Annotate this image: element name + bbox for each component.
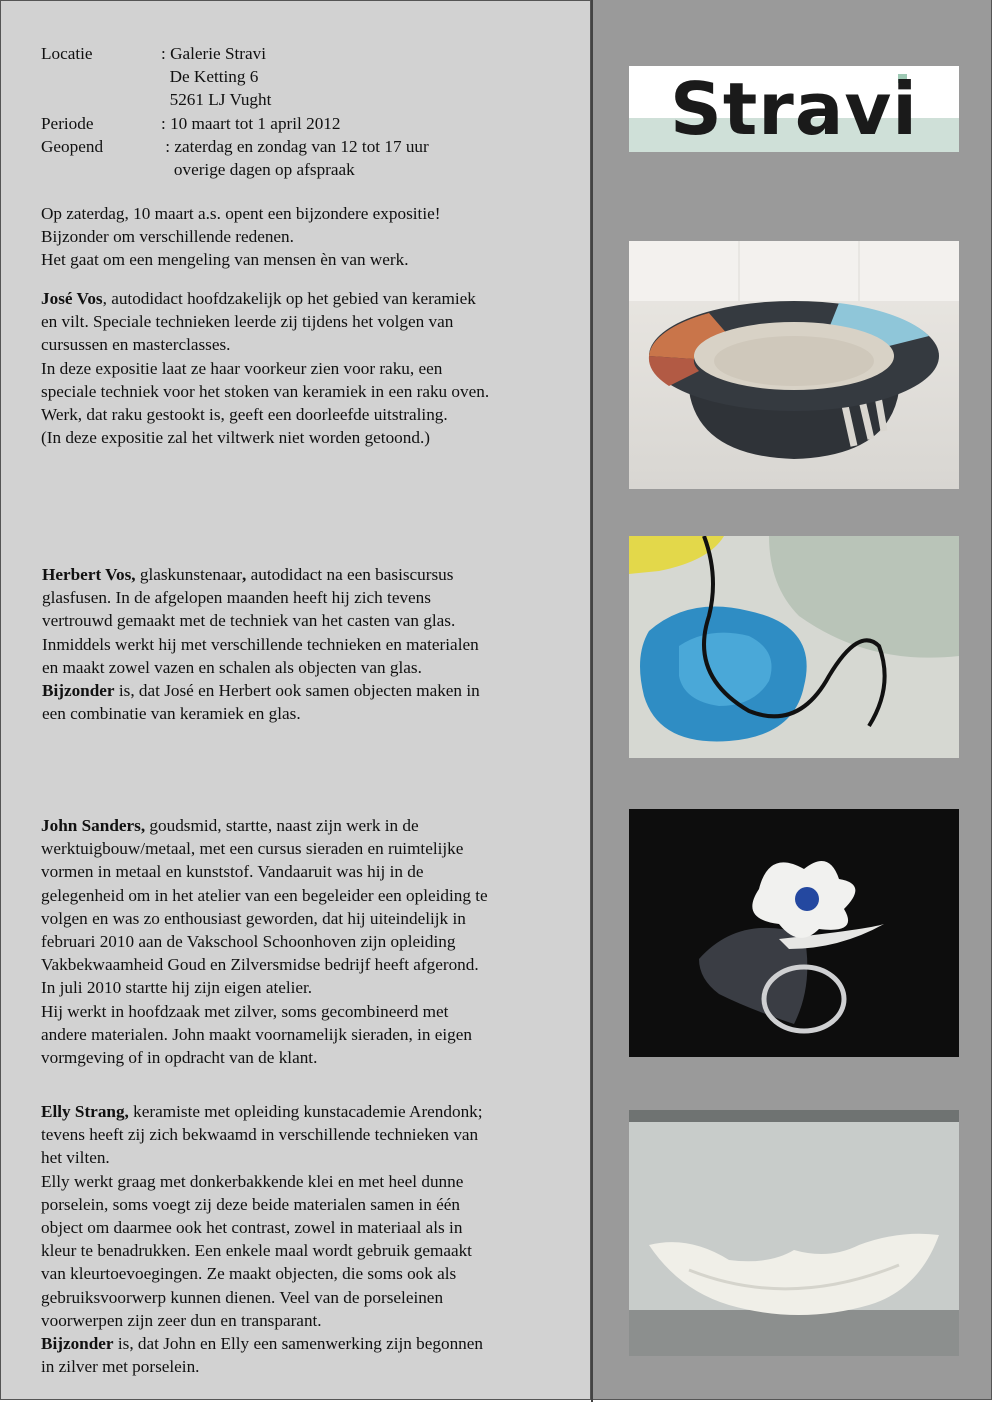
jose-paragraph bbox=[41, 287, 571, 449]
herbert-closing-1: is, dat José en Herbert ook samen objecten maken in bbox=[114, 681, 480, 701]
john-paragraph bbox=[41, 814, 571, 1069]
elly-line-8: van kleurtoevoegingen. Ze maakt objecten, die soms ook als bbox=[41, 1264, 457, 1284]
elly-line-5: porselein, soms voegt zij deze beide materialen samen in één bbox=[41, 1194, 461, 1214]
geopend-line-1: : zaterdag en zondag van 12 tot 17 uur bbox=[161, 136, 429, 156]
john-line-10: andere materialen. John maakt voornamelijk sieraden, in eigen bbox=[41, 1024, 472, 1044]
elly-closing-2: in zilver met porselein. bbox=[41, 1357, 200, 1377]
glass-object-photo bbox=[629, 536, 959, 758]
john-line-5: volgen en was zo enthousiast geworden, dat hij uiteindelijk in bbox=[41, 908, 466, 928]
locatie-line-3: 5261 LJ Vught bbox=[161, 90, 272, 110]
jose-line-7: (In deze expositie zal het viltwerk niet worden getoond.) bbox=[41, 428, 430, 448]
geopend-line-2: overige dagen op afspraak bbox=[161, 160, 355, 180]
herbert-line-1: autodidact na een basiscursus bbox=[246, 565, 454, 584]
elly-line-3: het vilten. bbox=[41, 1148, 110, 1168]
elly-line-6: object om daarmee ook het contrast, zowel in materiaal als in bbox=[41, 1218, 463, 1238]
jose-line-6: Werk, dat raku gestookt is, geeft een doorleefde uitstraling. bbox=[41, 405, 448, 425]
intro-line-1: Op zaterdag, 10 maart a.s. opent een bijzondere expositie! bbox=[41, 204, 441, 223]
periode-label: Periode bbox=[41, 113, 94, 133]
logo-text: Stravi bbox=[670, 67, 918, 151]
geopend-label: Geopend bbox=[41, 136, 104, 156]
jose-name: José Vos bbox=[41, 289, 103, 308]
elly-bijzonder: Bijzonder bbox=[41, 1334, 114, 1354]
intro-line-3: Het gaat om een mengeling van mensen èn van werk. bbox=[41, 250, 409, 270]
elly-line-1: keramiste met opleiding kunstacademie Arendonk; bbox=[128, 1102, 483, 1121]
info-block bbox=[41, 42, 571, 181]
locatie-label: Locatie bbox=[41, 44, 93, 63]
intro-line-2: Bijzonder om verschillende redenen. bbox=[41, 227, 294, 247]
elly-line-2: tevens heeft zij zich bekwaamd in verschillende technieken van bbox=[41, 1125, 479, 1145]
john-line-11: vormgeving of in opdracht van de klant. bbox=[41, 1048, 318, 1068]
silver-ring-photo bbox=[629, 809, 959, 1057]
jose-line-4: In deze expositie laat ze haar voorkeur zien voor raku, een bbox=[41, 358, 443, 378]
periode-value: : 10 maart tot 1 april 2012 bbox=[161, 113, 341, 133]
stravi-logo bbox=[629, 66, 959, 152]
john-line-8: In juli 2010 startte hij zijn eigen atelier. bbox=[41, 978, 313, 998]
elly-paragraph bbox=[41, 1100, 571, 1378]
john-line-9: Hij werkt in hoofdzaak met zilver, soms gecombineerd met bbox=[41, 1001, 449, 1021]
jose-line-1: , autodidact hoofdzakelijk op het gebied van keramiek bbox=[102, 289, 476, 308]
locatie-line-1: : Galerie Stravi bbox=[161, 44, 266, 63]
jose-line-5: speciale techniek voor het stoken van keramiek in een raku oven. bbox=[41, 381, 490, 401]
john-line-6: februari 2010 aan de Vakschool Schoonhoven zijn opleiding bbox=[41, 932, 456, 952]
john-line-4: gelegenheid om in het atelier van een begeleider een opleiding te bbox=[41, 885, 488, 905]
john-line-7: Vakbekwaamheid Goud en Zilversmidse bedrijf heeft afgerond. bbox=[41, 955, 479, 975]
elly-closing-1: is, dat John en Elly een samenwerking zijn begonnen bbox=[113, 1334, 484, 1354]
herbert-paragraph bbox=[42, 563, 572, 725]
john-name: John Sanders, bbox=[41, 816, 146, 835]
elly-line-7: kleur te benadrukken. Een enkele maal wordt gebruik gemaakt bbox=[41, 1241, 472, 1261]
jose-line-3: cursussen en masterclasses. bbox=[41, 335, 231, 355]
herbert-bijzonder: Bijzonder bbox=[42, 681, 115, 701]
elly-line-4: Elly werkt graag met donkerbakkende klei en met heel dunne bbox=[41, 1171, 464, 1191]
intro-paragraph bbox=[41, 202, 571, 272]
locatie-line-2: De Ketting 6 bbox=[161, 67, 259, 87]
herbert-role: glaskunstenaar bbox=[135, 565, 243, 584]
john-line-3: vormen in metaal en kunststof. Vandaaruit was hij in de bbox=[41, 862, 424, 882]
john-line-2: werktuigbouw/metaal, met een cursus sieraden en ruimtelijke bbox=[41, 839, 464, 859]
herbert-role-comma: , bbox=[242, 565, 247, 584]
herbert-line-4: Inmiddels werkt hij met verschillende technieken en materialen bbox=[42, 634, 479, 654]
john-line-1: goudsmid, startte, naast zijn werk in de bbox=[145, 816, 419, 835]
jose-line-2: en vilt. Speciale technieken leerde zij tijdens het volgen van bbox=[41, 312, 454, 332]
herbert-line-3: vertrouwd gemaakt met de techniek van het casten van glas. bbox=[42, 611, 456, 631]
herbert-closing-2: een combinatie van keramiek en glas. bbox=[42, 704, 301, 724]
herbert-line-2: glasfusen. In de afgelopen maanden heeft hij zich tevens bbox=[42, 588, 431, 608]
elly-line-9: gebruiksvoorwerp kunnen dienen. Veel van de porseleinen bbox=[41, 1287, 444, 1307]
herbert-line-5: en maakt zowel vazen en schalen als objecten van glas. bbox=[42, 657, 422, 677]
porcelain-bowl-photo bbox=[629, 1110, 959, 1356]
raku-bowl-photo bbox=[629, 241, 959, 489]
elly-line-10: voorwerpen zijn zeer dun en transparant. bbox=[41, 1310, 322, 1330]
herbert-name: Herbert Vos, bbox=[42, 565, 136, 584]
elly-name: Elly Strang, bbox=[41, 1102, 129, 1121]
